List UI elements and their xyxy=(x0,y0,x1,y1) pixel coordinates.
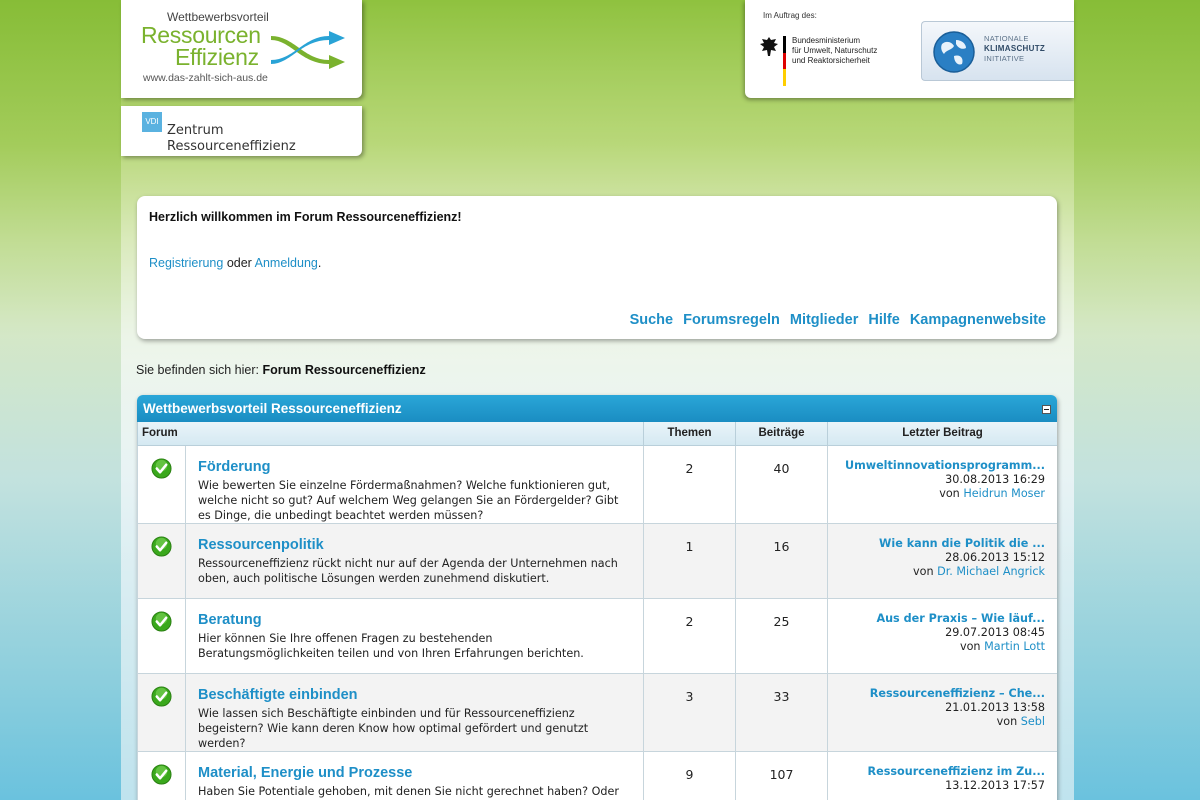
posts-count: 33 xyxy=(736,673,828,751)
vdi-logo[interactable] xyxy=(121,106,362,156)
read-status-icon xyxy=(151,611,172,632)
category-header xyxy=(137,395,1057,422)
klima-line2: KLIMASCHUTZ xyxy=(984,44,1046,53)
nav-members[interactable]: Mitglieder xyxy=(789,312,859,328)
nav-search[interactable]: Suche xyxy=(629,312,674,328)
forum-row xyxy=(138,445,1058,523)
ministry-line2: für Umwelt, Naturschutz xyxy=(792,46,878,55)
collapse-icon[interactable] xyxy=(1042,405,1051,414)
last-post-date: 29.07.2013 08:45 xyxy=(945,625,1045,639)
last-post-by: von xyxy=(959,639,985,653)
forum-description: Ressourceneffizienz rückt nicht nur auf der Agenda der Unternehmen nach oben, auch politische Lösungen werden zunehmend diskutiert. xyxy=(198,556,618,585)
klima-line3: INITIATIVE xyxy=(984,54,1025,63)
forum-table xyxy=(137,422,1057,800)
posts-count: 40 xyxy=(736,445,828,523)
welcome-title: Herzlich willkommen im Forum Ressourceneffizienz! xyxy=(149,210,462,224)
last-post-link[interactable]: Ressourceneffizienz im Zu... xyxy=(867,764,1045,778)
last-post-date: 30.08.2013 16:29 xyxy=(945,472,1045,486)
last-post-by: von xyxy=(939,486,964,500)
welcome-panel xyxy=(137,196,1057,339)
logo-url: www.das-zahlt-sich-aus.de xyxy=(143,72,268,84)
sponsor-logos xyxy=(745,0,1074,98)
background-left xyxy=(0,0,121,800)
read-status-icon xyxy=(151,764,172,785)
forum-row xyxy=(138,598,1058,673)
logo-top-text: Wettbewerbsvorteil xyxy=(167,10,269,24)
read-status-icon xyxy=(151,458,172,479)
forum-row xyxy=(138,523,1058,598)
globe-icon xyxy=(932,30,976,74)
nav-forum-rules[interactable]: Forumsregeln xyxy=(683,312,780,328)
vdi-mark: VDI xyxy=(142,112,162,132)
forum-title[interactable]: Beschäftigte einbinden xyxy=(198,686,358,703)
or-text: oder xyxy=(223,256,255,270)
breadcrumb xyxy=(136,363,426,377)
last-post-user[interactable]: Dr. Michael Angrick xyxy=(937,564,1045,578)
posts-count: 16 xyxy=(736,523,828,598)
klima-line1: NATIONALE xyxy=(984,34,1029,43)
sponsor-label: Im Auftrag des: xyxy=(763,11,817,20)
period-text: . xyxy=(317,256,322,270)
topics-count: 9 xyxy=(644,751,736,800)
category-title[interactable]: Wettbewerbsvorteil Ressourceneffizienz xyxy=(143,401,402,416)
last-post-user[interactable]: Sebl xyxy=(1020,714,1045,728)
forum-title[interactable]: Beratung xyxy=(198,611,262,628)
german-flag-stripe xyxy=(783,36,786,86)
arrows-icon xyxy=(269,22,349,78)
last-post-user[interactable]: Martin Lott xyxy=(984,639,1045,653)
logo-line1: Ressourcen xyxy=(141,22,261,48)
read-status-icon xyxy=(151,536,172,557)
topics-count: 2 xyxy=(644,445,736,523)
vdi-line1: Zentrum xyxy=(167,123,224,138)
ministry-line3: und Reaktorsicherheit xyxy=(792,56,870,65)
topics-count: 1 xyxy=(644,523,736,598)
last-post-link[interactable]: Umweltinnovationsprogramm... xyxy=(845,458,1045,472)
forum-title[interactable]: Förderung xyxy=(198,458,271,475)
forum-description: Haben Sie Potentiale gehoben, mit denen Sie nicht gerechnet haben? Oder xyxy=(198,784,619,798)
col-topics: Themen xyxy=(644,422,736,445)
ministry-name[interactable] xyxy=(792,36,902,66)
federal-eagle-icon xyxy=(759,36,779,58)
page-container xyxy=(121,0,1074,800)
last-post-date: 28.06.2013 15:12 xyxy=(945,550,1045,564)
col-last-post: Letzter Beitrag xyxy=(828,422,1058,445)
login-link[interactable]: Anmeldung xyxy=(254,256,318,270)
logo-line2: Effizienz xyxy=(175,44,259,70)
last-post-link[interactable]: Aus der Praxis – Wie läuf... xyxy=(876,611,1045,625)
breadcrumb-prefix: Sie befinden sich hier: xyxy=(136,363,263,377)
last-post-by: von xyxy=(912,564,938,578)
forum-row xyxy=(138,673,1058,751)
read-status-icon xyxy=(151,686,172,707)
vdi-line2: Ressourceneffizienz xyxy=(167,139,296,154)
forum-description: Hier können Sie Ihre offenen Fragen zu bestehenden Beratungsmöglichkeiten teilen und von Ihren Erfahrungen berichten. xyxy=(198,631,584,660)
auth-links xyxy=(149,256,321,270)
forum-description: Wie lassen sich Beschäftigte einbinden und für Ressourceneffizienz begeistern? Wie kann deren Know how optimal gefördert und genutzt werden? xyxy=(198,706,589,750)
posts-count: 25 xyxy=(736,598,828,673)
forum-row xyxy=(138,751,1058,800)
breadcrumb-current[interactable]: Forum Ressourceneffizienz xyxy=(262,363,426,377)
last-post-date: 13.12.2013 17:57 xyxy=(945,778,1045,792)
col-forum: Forum xyxy=(138,422,644,445)
background-right xyxy=(1074,0,1200,800)
last-post-link[interactable]: Wie kann die Politik die ... xyxy=(879,536,1045,550)
last-post-user[interactable]: Heidrun Moser xyxy=(963,486,1045,500)
col-posts: Beiträge xyxy=(736,422,828,445)
forum-description: Wie bewerten Sie einzelne Fördermaßnahmen? Welche funktionieren gut, welche nicht so gut? Auf welchem Weg gelangen Sie an Fördergelder? Gibt es Dinge, die unbedingt beachtet werden müssen? xyxy=(198,478,619,522)
topics-count: 2 xyxy=(644,598,736,673)
register-link[interactable]: Registrierung xyxy=(149,256,224,270)
forum-title[interactable]: Ressourcenpolitik xyxy=(198,536,324,553)
nav-campaign-website[interactable]: Kampagnenwebsite xyxy=(909,312,1046,328)
nav-help[interactable]: Hilfe xyxy=(868,312,900,328)
campaign-logo[interactable] xyxy=(121,0,362,98)
forum-title[interactable]: Material, Energie und Prozesse xyxy=(198,764,413,781)
main-nav xyxy=(624,312,1046,328)
klimaschutz-logo[interactable] xyxy=(921,21,1074,81)
forum-category xyxy=(137,395,1057,800)
last-post-by: von xyxy=(996,714,1021,728)
last-post-link[interactable]: Ressourceneffizienz – Che... xyxy=(869,686,1045,700)
topics-count: 3 xyxy=(644,673,736,751)
last-post-date: 21.01.2013 13:58 xyxy=(945,700,1045,714)
ministry-line1: Bundesministerium xyxy=(792,36,861,45)
posts-count: 107 xyxy=(736,751,828,800)
